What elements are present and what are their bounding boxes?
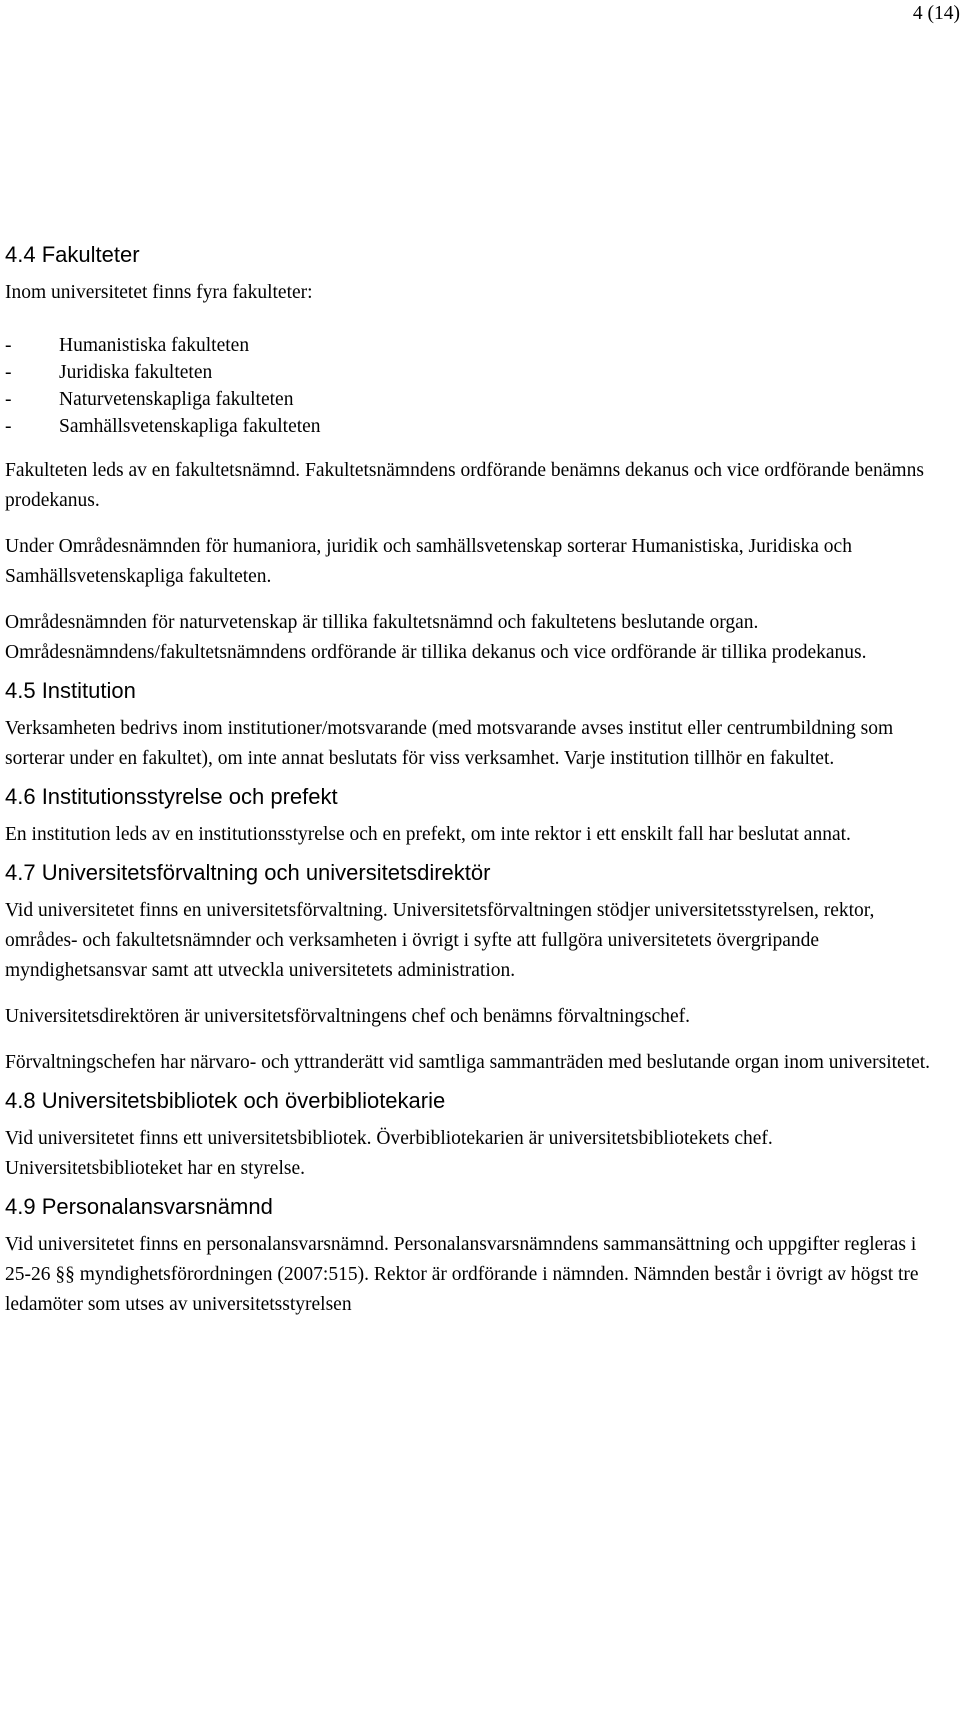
section-heading: 4.7 Universitetsförvaltning och universitetsdirektör: [5, 860, 491, 885]
document-body: [5, 240, 945, 1320]
section-heading: 4.5 Institution: [5, 678, 136, 703]
list-item-text: Naturvetenskapliga fakulteten: [59, 389, 294, 410]
section-heading: 4.9 Personalansvarsnämnd: [5, 1194, 273, 1219]
section-4-9: [5, 1192, 945, 1320]
paragraph: Områdesnämnden för naturvetenskap är tillika fakultetsnämnd och fakultetens beslutande organ. Områdesnämndens/fakultetsnämndens ordförande är tillika dekanus och vice ordförande är tillika prodekanus.: [5, 612, 867, 663]
list-item: - Naturvetenskapliga fakulteten: [5, 389, 294, 410]
faculty-list: [5, 332, 945, 440]
section-4-8: [5, 1086, 945, 1184]
section-heading: 4.6 Institutionsstyrelse och prefekt: [5, 784, 338, 809]
list-item: - Samhällsvetenskapliga fakulteten: [5, 416, 321, 437]
paragraph: Förvaltningschefen har närvaro- och yttranderätt vid samtliga sammanträden med beslutande organ inom universitetet.: [5, 1052, 931, 1073]
section-4-7: [5, 858, 945, 1078]
list-item: - Juridiska fakulteten: [5, 362, 213, 383]
paragraph: En institution leds av en institutionsstyrelse och en prefekt, om inte rektor i ett enskilt fall har beslutat annat.: [5, 824, 851, 845]
paragraph: Under Områdesnämnden för humaniora, juridik och samhällsvetenskap sorterar Humanistiska, Juridiska och Samhällsvetenskapliga fakulteten.: [5, 536, 852, 587]
paragraph: Vid universitetet finns en universitetsförvaltning. Universitetsförvaltningen stödjer universitetsstyrelsen, rektor, områdes- och fakultetsnämnder och verksamheten i övrigt i syfte att fullgöra universitetets övergripande myndighetsansvar samt att utveckla universitetets administration.: [5, 900, 875, 981]
section-4-5: [5, 676, 945, 774]
paragraph: Vid universitetet finns ett universitetsbibliotek. Överbibliotekarien är universitetsbibliotekets chef. Universitetsbiblioteket har en styrelse.: [5, 1128, 773, 1179]
page-number: 4 (14): [912, 3, 960, 24]
paragraph: Inom universitetet finns fyra fakulteter:: [5, 282, 313, 303]
list-item-text: Juridiska fakulteten: [59, 362, 213, 383]
list-item: - Humanistiska fakulteten: [5, 335, 250, 356]
paragraph: Verksamheten bedrivs inom institutioner/motsvarande (med motsvarande avses institut eller centrumbildning som sorterar under en fakultet), om inte annat beslutats för viss verksamhet. Varje institution tillhör en fakultet.: [5, 718, 894, 769]
list-item-text: Humanistiska fakulteten: [59, 335, 250, 356]
section-4-6: [5, 782, 945, 850]
section-4-4: [5, 240, 945, 668]
paragraph: Vid universitetet finns en personalansvarsnämnd. Personalansvarsnämndens sammansättning och uppgifter regleras i 25-26 §§ myndighetsförordningen (2007:515). Rektor är ordförande i nämnden. Nämnden består i övrigt av högst tre ledamöter som utses av universitetsstyrelsen: [5, 1234, 919, 1315]
section-heading: 4.8 Universitetsbibliotek och överbibliotekarie: [5, 1088, 446, 1113]
paragraph: Universitetsdirektören är universitetsförvaltningens chef och benämns förvaltningschef.: [5, 1006, 690, 1027]
paragraph: Fakulteten leds av en fakultetsnämnd. Fakultetsnämndens ordförande benämns dekanus och vice ordförande benämns prodekanus.: [5, 460, 924, 511]
section-heading: 4.4 Fakulteter: [5, 242, 140, 267]
list-item-text: Samhällsvetenskapliga fakulteten: [59, 416, 321, 437]
